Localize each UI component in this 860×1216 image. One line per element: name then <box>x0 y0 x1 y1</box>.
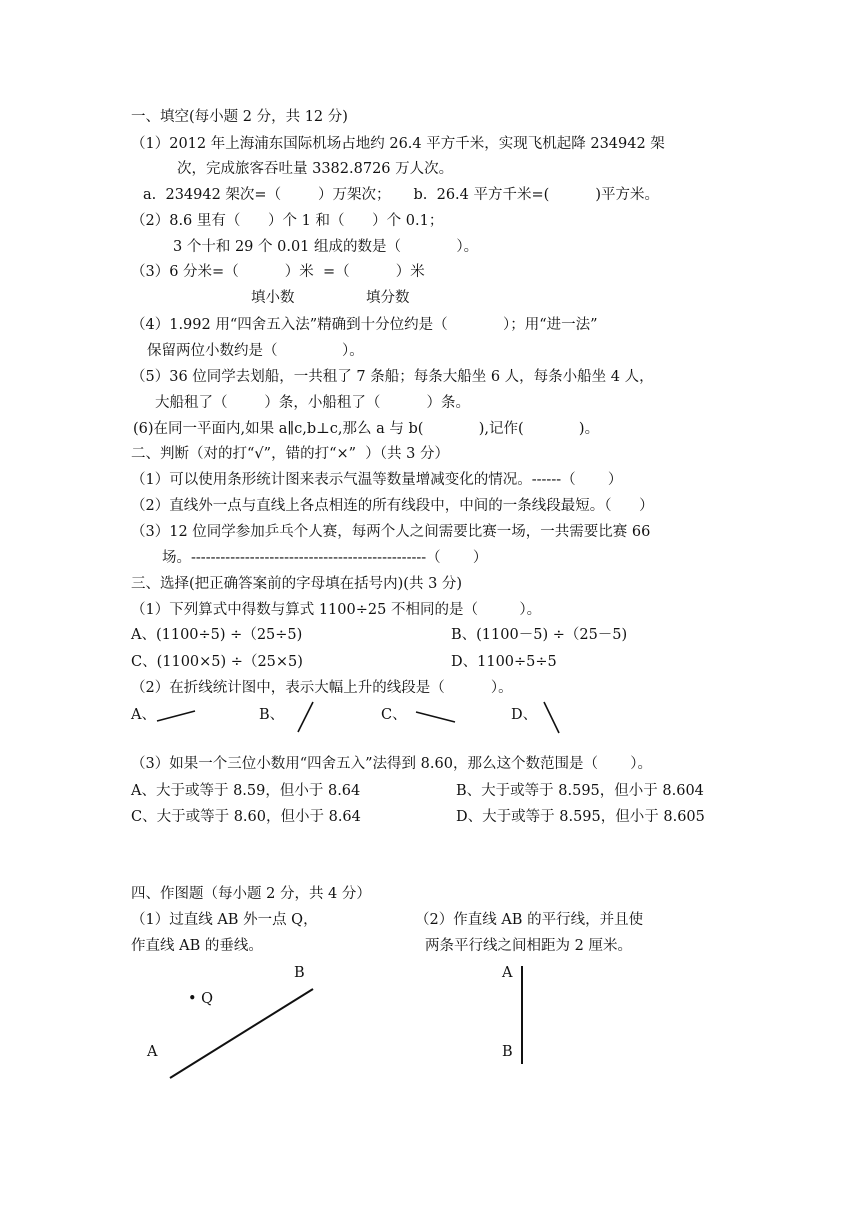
q2-1: （1）可以使用条形统计图来表示气温等数量增减变化的情况。------（ ） <box>131 472 623 488</box>
q2-3-line2: 场。------------------------------------------------（ ） <box>162 550 488 566</box>
q3-1-option-d: D、1100÷5÷5 <box>451 654 557 670</box>
q3-2-segment-c <box>416 712 455 722</box>
fig1-label-q: • Q <box>188 991 214 1007</box>
fig2-label-a: A <box>502 965 513 981</box>
q3-1-option-b: B、(1100－5) ÷（25－5) <box>451 627 628 643</box>
q3-2: （2）在折线统计图中，表示大幅上升的线段是（ ）。 <box>131 680 513 696</box>
q4-1-line1: （1）过直线 AB 外一点 Q， <box>131 912 318 928</box>
q3-2-option-d: D、 <box>511 707 538 723</box>
q3-3-option-c: C、大于或等于 8.60，但小于 8.64 <box>131 809 361 825</box>
fig1-line-ab <box>170 989 313 1078</box>
q1-3-hint-decimal: 填小数 <box>251 290 295 306</box>
q1-4-line2: 保留两位小数约是（ ）。 <box>147 343 364 359</box>
q1-1-line2: 次，完成旅客吞吐量 3382.8726 万人次。 <box>177 161 454 177</box>
q1-1-blanks: a. 234942 架次=（ ）万架次； b. 26.4 平方千米=( )平方米。 <box>143 187 660 203</box>
q1-1-line1: （1）2012 年上海浦东国际机场占地约 26.4 平方千米，实现飞机起降 234942 架 <box>131 136 665 152</box>
q3-2-option-a: A、 <box>131 707 156 723</box>
q1-6-line1: (6)在同一平面内,如果 a∥c,b⊥c,那么 a 与 b( ),记作( )。 <box>133 421 600 437</box>
q4-1-line2: 作直线 AB 的垂线。 <box>131 938 263 954</box>
q3-1-option-c: C、(1100×5) ÷（25×5) <box>131 654 303 670</box>
q3-1: （1）下列算式中得数与算式 1100÷25 不相同的是（ ）。 <box>131 602 542 618</box>
q1-4-line1: （4）1.992 用“四舍五入法”精确到十分位约是（ ）；用“进一法” <box>131 317 598 333</box>
q4-2-line1: （2）作直线 AB 的平行线，并且使 <box>415 912 644 928</box>
q1-2-line1: （2）8.6 里有（ ）个 1 和（ ）个 0.1； <box>131 213 444 229</box>
q3-3: （3）如果一个三位小数用“四舍五入”法得到 8.60，那么这个数范围是（ ）。 <box>131 756 652 772</box>
fig1-label-a: A <box>147 1044 158 1060</box>
q1-5-line2: 大船租了（ ）条，小船租了（ ）条。 <box>155 395 470 411</box>
fig1-label-b: B <box>294 965 305 981</box>
q3-2-option-c: C、 <box>381 707 407 723</box>
q3-3-option-a: A、大于或等于 8.59，但小于 8.64 <box>131 783 361 799</box>
q1-3-line1: （3）6 分米=（ ）米 =（ ）米 <box>131 264 425 280</box>
q3-2-option-b: B、 <box>259 707 285 723</box>
q1-5-line1: （5）36 位同学去划船，一共租了 7 条船；每条大船坐 6 人，每条小船坐 4 人， <box>131 369 654 385</box>
section-3-title: 三、选择(把正确答案前的字母填在括号内)(共 3 分) <box>131 576 463 592</box>
q1-3-hint-fraction: 填分数 <box>366 290 410 306</box>
fig2-label-b: B <box>502 1044 513 1060</box>
section-4-title: 四、作图题（每小题 2 分，共 4 分） <box>131 886 371 902</box>
q2-3-line1: （3）12 位同学参加乒乓个人赛，每两个人之间需要比赛一场，一共需要比赛 66 <box>131 524 651 540</box>
q3-2-segment-d <box>544 702 559 733</box>
q4-2-line2: 两条平行线之间相距为 2 厘米。 <box>425 938 632 954</box>
section-2-title: 二、判断（对的打“√”，错的打“×” ）（共 3 分） <box>131 446 449 462</box>
q1-2-line2: 3 个十和 29 个 0.01 组成的数是（ ）。 <box>173 239 479 255</box>
q3-1-option-a: A、(1100÷5) ÷（25÷5) <box>131 627 303 643</box>
q3-2-segment-b <box>298 702 313 732</box>
q2-2: （2）直线外一点与直线上各点相连的所有线段中，中间的一条线段最短。（ ） <box>131 498 654 514</box>
q3-2-segment-a <box>157 711 195 721</box>
q3-3-option-b: B、大于或等于 8.595，但小于 8.604 <box>456 783 704 799</box>
section-1-title: 一、填空(每小题 2 分，共 12 分) <box>131 109 348 125</box>
q3-3-option-d: D、大于或等于 8.595，但小于 8.605 <box>456 809 705 825</box>
